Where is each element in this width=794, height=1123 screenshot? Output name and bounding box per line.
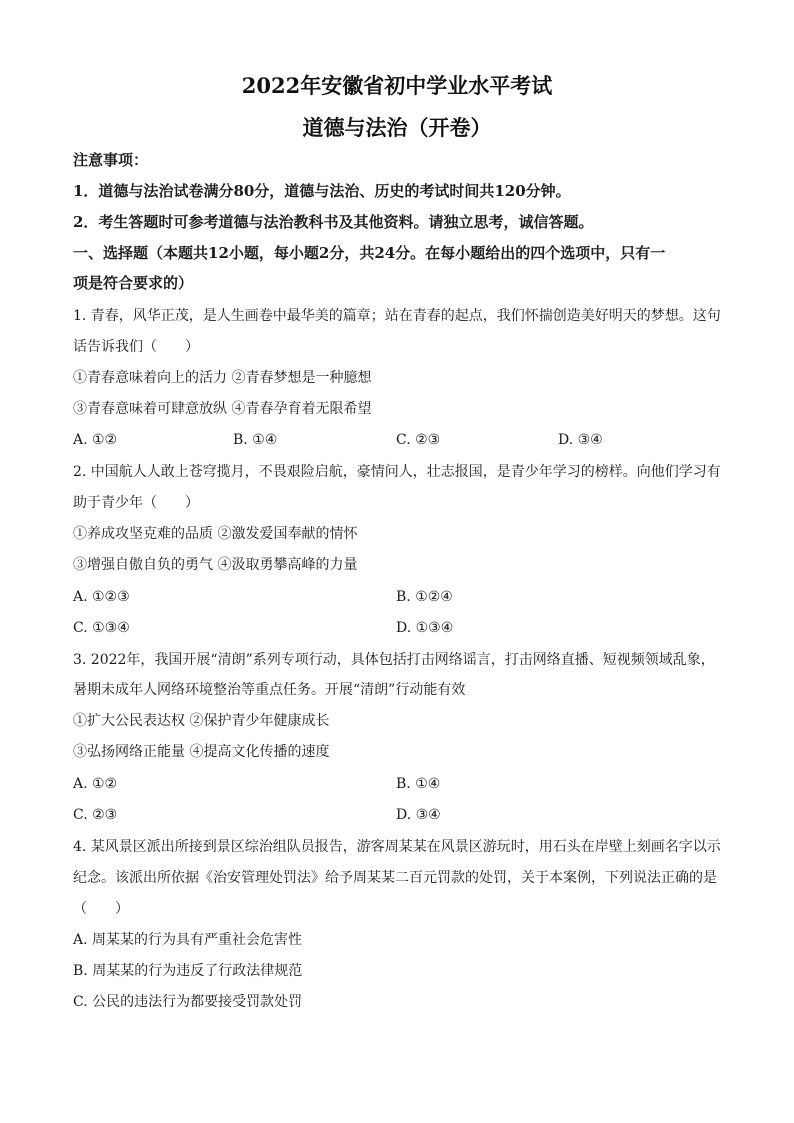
question-2-option-b: B. ①②④	[396, 589, 453, 605]
question-1-text: 1. 青春，风华正茂，是人生画卷中最华美的篇章；站在青春的起点，我们怀揣创造美好明天的梦想。这句	[73, 308, 721, 324]
question-1-option-b: B. ①④	[233, 432, 278, 448]
question-3-option-d: D. ③④	[396, 807, 441, 823]
question-4-text: （ ）	[73, 901, 129, 917]
question-2-statement: ①养成攻坚克难的品质 ②激发爱国奉献的情怀	[73, 526, 358, 542]
question-3-option-c: C. ②③	[73, 807, 118, 823]
question-2-option-c: C. ①③④	[73, 620, 130, 636]
exam-title: 2022年安徽省初中学业水平考试	[241, 73, 553, 98]
exam-subtitle: 道德与法治（开卷）	[302, 115, 492, 140]
question-1-option-c: C. ②③	[396, 432, 441, 448]
question-1-statement: ③青春意味着可肆意放纵 ④青春孕育着无限希望	[73, 401, 372, 417]
question-2-statement: ③增强自傲自负的勇气 ④汲取勇攀高峰的力量	[73, 557, 358, 573]
question-3-statement: ①扩大公民表达权 ②保护青少年健康成长	[73, 713, 330, 729]
question-2-option-d: D. ①③④	[396, 620, 454, 636]
note-item: 1．道德与法治试卷满分80分，道德与法治、历史的考试时间共120分钟。	[73, 182, 571, 200]
question-4-option-a: A. 周某某的行为具有严重社会危害性	[73, 932, 303, 948]
note-item: 2．考生答题时可参考道德与法治教科书及其他资料。请独立思考，诚信答题。	[73, 213, 594, 231]
question-3-text: 暑期未成年人网络环境整治等重点任务。开展“清朗”行动能有效	[73, 682, 466, 698]
section-heading: 一、选择题（本题共12小题，每小题2分，共24分。在每小题给出的四个选项中，只有一	[73, 244, 666, 262]
question-3-option-a: A. ①②	[73, 776, 118, 792]
question-1-text: 话告诉我们（ ）	[73, 339, 199, 355]
question-3-statement: ③弘扬网络正能量 ④提高文化传播的速度	[73, 744, 330, 760]
question-3-text: 3. 2022年，我国开展“清朗”系列专项行动，具体包括打击网络谣言，打击网络直播、短视频领域乱象，	[73, 652, 715, 668]
section-heading-cont: 项是符合要求的）	[73, 274, 194, 292]
question-3-option-b: B. ①④	[396, 776, 441, 792]
question-2-option-a: A. ①②③	[73, 589, 130, 605]
notes-heading: 注意事项：	[73, 151, 149, 169]
question-4-text: 4. 某风景区派出所接到景区综治组队员报告，游客周某某在风景区游玩时，用石头在岸壁上刻画名字以示	[73, 839, 721, 855]
question-2-text: 2. 中国航人人敢上苍穹揽月，不畏艰险启航，豪情问人，壮志报国，是青少年学习的榜样。向他们学习有	[73, 464, 721, 480]
question-2-text: 助于青少年（ ）	[73, 495, 199, 511]
question-4-option-c: C. 公民的违法行为都要接受罚款处罚	[73, 994, 303, 1010]
question-4-text: 纪念。该派出所依据《治安管理处罚法》给予周某某二百元罚款的处罚，关于本案例，下列说法正确的是	[73, 870, 717, 886]
question-1-option-d: D. ③④	[558, 432, 603, 448]
question-4-option-b: B. 周某某的行为违反了行政法律规范	[73, 963, 303, 979]
question-1-option-a: A. ①②	[73, 432, 118, 448]
question-1-statement: ①青春意味着向上的活力 ②青春梦想是一种臆想	[73, 370, 372, 386]
